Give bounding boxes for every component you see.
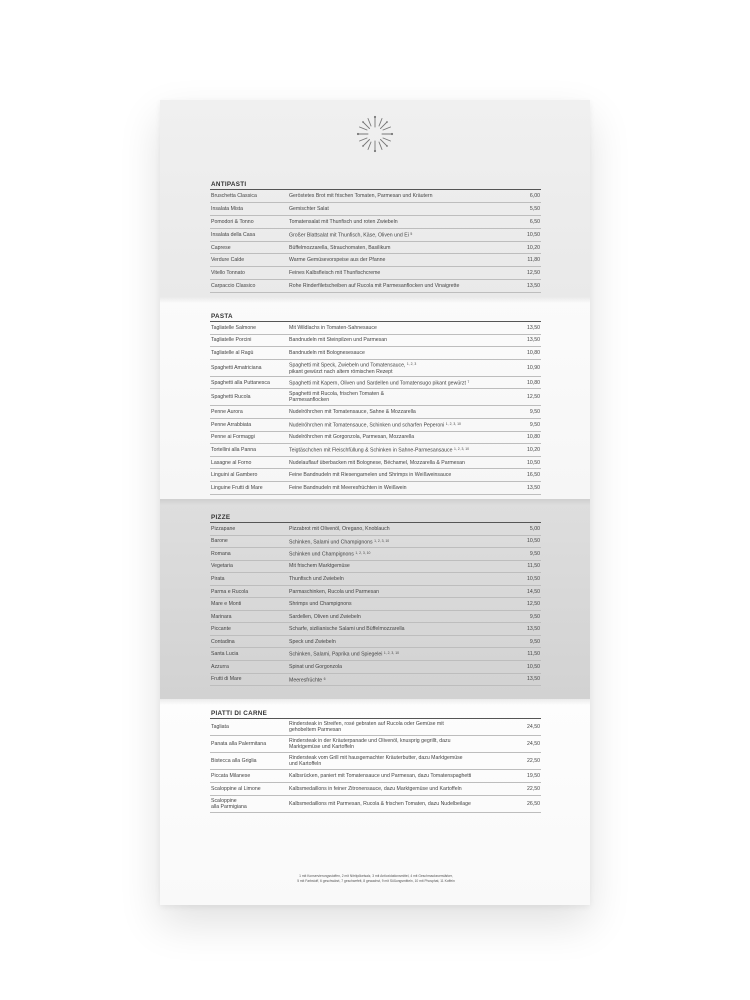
description-text: Sardellen, Oliven und Zwiebeln bbox=[289, 613, 361, 620]
description-text: Büffelmozzarella, Strauchomaten, Basilikum bbox=[289, 244, 391, 251]
menu-item-row bbox=[210, 796, 541, 813]
menu-item-price: 9,50 bbox=[529, 409, 540, 416]
menu-item-name bbox=[210, 394, 289, 400]
section-title: ANTIPASTI bbox=[210, 180, 541, 190]
menu-item-name-text: Piccante bbox=[211, 626, 231, 633]
menu-item-name bbox=[210, 245, 289, 251]
menu-item-row bbox=[210, 674, 541, 687]
menu-item-row bbox=[210, 360, 541, 377]
menu-item-name-text: Azzurra bbox=[211, 663, 229, 670]
description-text: Mit frischem Marktgemüse bbox=[289, 563, 350, 570]
description-text: Tomatensalat mit Thunfisch und roten Zwiebeln bbox=[289, 218, 398, 225]
menu-item-price: 12,50 bbox=[527, 394, 540, 401]
menu-item-name bbox=[210, 380, 289, 386]
menu-item-name bbox=[210, 626, 289, 632]
menu-item-name bbox=[210, 576, 289, 582]
section-title: PIZZE bbox=[210, 513, 541, 523]
section-piatti-di-carne bbox=[210, 709, 541, 813]
menu-item-row bbox=[210, 347, 541, 360]
menu-item-row bbox=[210, 469, 541, 482]
menu-item-name bbox=[210, 664, 289, 670]
menu-item-name bbox=[210, 460, 289, 466]
menu-item-description bbox=[289, 337, 520, 343]
menu-item-description bbox=[289, 563, 520, 569]
section-pasta bbox=[210, 312, 541, 495]
menu-item-row bbox=[210, 482, 541, 495]
description-text: Rindersteak in der Kräuterpanade und Olivenöl, knusprig gegrillt, dazu bbox=[289, 738, 451, 744]
description-text: Feines Kalbsfleisch mit Thunfischcreme bbox=[289, 270, 381, 277]
description-text: Marktgemüse und Kartoffeln bbox=[289, 744, 355, 750]
menu-item-name-text: Tagliatelle Salmone bbox=[211, 324, 256, 331]
menu-item-name-text: Tortellini alla Panna bbox=[211, 446, 256, 453]
menu-item-row bbox=[210, 561, 541, 574]
footnote-line: 1 mit Konservierungsstoffen, 2 mit Nitritpökelsalz, 3 mit Antioxidationsmittel, 4 mit Geschmacksverstärker, bbox=[299, 874, 453, 878]
menu-item-name bbox=[210, 601, 289, 607]
menu-item-price: 9,50 bbox=[529, 550, 540, 557]
menu-item-name-text: Caprese bbox=[211, 244, 231, 251]
section-pizze bbox=[210, 513, 541, 686]
menu-item-price: 10,50 bbox=[527, 459, 540, 466]
menu-item-description bbox=[289, 786, 520, 792]
menu-item-description bbox=[289, 391, 520, 403]
menu-item-name-text: Contadina bbox=[211, 638, 235, 645]
menu-item-description bbox=[289, 434, 520, 440]
menu-item-name-text: Spaghetti alla Puttanesca bbox=[211, 379, 270, 386]
menu-item-name-text: Santa Lucia bbox=[211, 651, 239, 658]
menu-item-name bbox=[210, 563, 289, 569]
menu-item-name bbox=[210, 758, 289, 764]
menu-item-row bbox=[210, 229, 541, 242]
description-text: Meeresfrüchte bbox=[289, 677, 323, 684]
menu-item-description bbox=[289, 379, 520, 387]
menu-item-price: 26,50 bbox=[527, 801, 540, 807]
menu-item-price: 10,50 bbox=[527, 663, 540, 670]
menu-item-row bbox=[210, 242, 541, 255]
restaurant-logo-icon bbox=[355, 114, 395, 154]
menu-item-price: 13,50 bbox=[527, 337, 540, 344]
menu-item-price: 9,50 bbox=[529, 638, 540, 645]
menu-item-name bbox=[210, 786, 289, 792]
menu-item-name-text: Insalata della Casa bbox=[211, 231, 256, 238]
menu-item-name-text: Vegetaria bbox=[211, 563, 233, 570]
description-text: Feine Bandnudeln mit Meeresfrüchten in Weißwein bbox=[289, 484, 407, 491]
menu-item-description bbox=[289, 409, 520, 415]
description-text: Pizzabrot mit Olivenöl, Oregano, Knoblauch bbox=[289, 525, 390, 532]
menu-item-name-text: Piccata Milanese bbox=[211, 773, 251, 779]
menu-item-name-text: Barone bbox=[211, 538, 228, 545]
menu-item-name bbox=[210, 283, 289, 289]
menu-item-name bbox=[210, 434, 289, 440]
menu-item-name-text: Linguine Frutti di Mare bbox=[211, 484, 263, 491]
description-text: Rohe Rinderfiletscheiben auf Rucola mit Parmesanflocken und Vinaigrette bbox=[289, 283, 460, 290]
additive-note: 1, 2, 3, 10 bbox=[445, 422, 461, 427]
menu-sheet bbox=[160, 100, 590, 905]
menu-item-name bbox=[210, 257, 289, 263]
menu-item-description bbox=[289, 650, 520, 658]
description-text: Feine Bandnudeln mit Riesengarnelen und Shrimps in Weißweinsauce bbox=[289, 472, 452, 479]
menu-item-price: 5,00 bbox=[529, 525, 540, 532]
menu-item-name bbox=[210, 206, 289, 212]
menu-item-price: 5,50 bbox=[529, 205, 540, 212]
menu-item-row bbox=[210, 661, 541, 674]
description-text: Nudelröhrchen mit Tomatensauce, Sahne & Mozzarella bbox=[289, 409, 416, 416]
menu-item-name bbox=[210, 447, 289, 453]
menu-item-name-text: Mare e Monti bbox=[211, 601, 242, 608]
section-antipasti bbox=[210, 180, 541, 293]
menu-item-name bbox=[210, 325, 289, 331]
description-text: und Kartoffeln bbox=[289, 761, 322, 767]
menu-item-name bbox=[210, 422, 289, 428]
section-title: PASTA bbox=[210, 312, 541, 322]
menu-item-row bbox=[210, 377, 541, 390]
description-text: Bandnudeln mit Steinpilzen und Parmesan bbox=[289, 337, 388, 344]
menu-item-description bbox=[289, 350, 520, 356]
menu-item-row bbox=[210, 523, 541, 536]
menu-item-description bbox=[289, 361, 520, 375]
menu-item-name-text: Bruschetta Classica bbox=[211, 192, 257, 199]
menu-item-row bbox=[210, 783, 541, 796]
menu-item-description bbox=[289, 446, 520, 454]
menu-item-price: 16,50 bbox=[527, 472, 540, 479]
description-text: Schinken, Salami und Champignons bbox=[289, 539, 373, 546]
description-text: Bandnudeln mit Bolognesesauce bbox=[289, 349, 365, 356]
menu-item-row bbox=[210, 611, 541, 624]
menu-item-price: 10,50 bbox=[527, 538, 540, 545]
additive-note: 1, 2, 3, 10 bbox=[374, 538, 390, 543]
menu-item-description bbox=[289, 676, 520, 684]
description-text: Nudelröhrchen mit Tomatensauce, Schinken und scharfen Peperoni bbox=[289, 422, 445, 429]
description-text: Rindersteak in Streifen, rosé gebraten auf Rucola oder Gemüse mit bbox=[289, 721, 444, 727]
menu-item-price: 22,50 bbox=[527, 758, 540, 764]
menu-item-description bbox=[289, 538, 520, 546]
menu-item-name bbox=[210, 538, 289, 544]
menu-item-row bbox=[210, 216, 541, 229]
description-text: Teigtäschchen mit Fleischfüllung & Schinken in Sahne-Parmesansauce bbox=[289, 447, 453, 454]
menu-item-name bbox=[210, 589, 289, 595]
menu-item-price: 13,50 bbox=[527, 484, 540, 491]
additive-note: 5 bbox=[410, 231, 413, 236]
description-text: Rindersteak vom Grill mit hausgemachter Kräuterbutter, dazu Marktgemüse bbox=[289, 755, 463, 761]
menu-item-row bbox=[210, 719, 541, 736]
menu-item-name-text: Tagliatelle Porcini bbox=[211, 337, 252, 344]
menu-item-name-text: Penne ai Formaggi bbox=[211, 434, 255, 441]
menu-item-price: 6,50 bbox=[529, 218, 540, 225]
menu-item-name-text: Pirata bbox=[211, 575, 225, 582]
menu-item-description bbox=[289, 219, 520, 225]
menu-item-name bbox=[210, 472, 289, 478]
menu-item-price: 11,50 bbox=[527, 563, 540, 570]
menu-item-row bbox=[210, 203, 541, 216]
menu-item-name bbox=[210, 219, 289, 225]
menu-item-description bbox=[289, 639, 520, 645]
description-text: Mit Wildlachs in Tomaten-Sahnesauce bbox=[289, 324, 377, 331]
menu-item-row bbox=[210, 770, 541, 783]
menu-item-description bbox=[289, 526, 520, 532]
menu-item-price: 13,50 bbox=[527, 676, 540, 683]
description-text: Spaghetti mit Speck, Zwiebeln und Tomatensauce, bbox=[289, 362, 406, 369]
menu-item-row bbox=[210, 267, 541, 280]
description-text: Kalbsmedaillons in feiner Zitronensauce, dazu Marktgemüse und Kartoffeln bbox=[289, 786, 462, 792]
menu-item-name-text: Insalata Mista bbox=[211, 205, 244, 212]
menu-item-row bbox=[210, 648, 541, 661]
menu-item-price: 13,50 bbox=[527, 626, 540, 633]
menu-item-name-text: Panata alla Palermitana bbox=[211, 741, 267, 747]
menu-item-price: 24,50 bbox=[527, 724, 540, 730]
menu-item-row bbox=[210, 444, 541, 457]
menu-item-name-text: Spaghetti Amatriciana bbox=[211, 364, 262, 371]
menu-item-description bbox=[289, 257, 520, 263]
menu-item-row bbox=[210, 573, 541, 586]
menu-item-price: 11,80 bbox=[527, 257, 540, 264]
description-text: Parmesanflocken bbox=[289, 397, 330, 404]
menu-item-name bbox=[210, 676, 289, 682]
menu-item-name bbox=[210, 350, 289, 356]
description-text: Warme Gemüsevorspeise aus der Pfanne bbox=[289, 257, 386, 264]
menu-item-description bbox=[289, 601, 520, 607]
menu-item-name bbox=[210, 798, 289, 810]
description-text: Kalbsmedaillons mit Parmesan, Rucola & frischen Tomaten, dazu Nudelbeilage bbox=[289, 801, 471, 807]
menu-item-price: 10,80 bbox=[527, 379, 540, 386]
menu-item-price: 10,80 bbox=[527, 434, 540, 441]
menu-item-name-text: Carpaccio Classico bbox=[211, 283, 256, 290]
menu-item-name-text: Vitello Tonnato bbox=[211, 270, 245, 277]
menu-item-name bbox=[210, 724, 289, 730]
menu-item-name-text: Lasagne al Forno bbox=[211, 459, 252, 466]
menu-item-name bbox=[210, 651, 289, 657]
menu-item-name-text: Romana bbox=[211, 550, 231, 557]
menu-item-name bbox=[210, 551, 289, 557]
menu-item-description bbox=[289, 614, 520, 620]
menu-item-row bbox=[210, 254, 541, 267]
description-text: Spaghetti mit Rucola, frischen Tomaten & bbox=[289, 391, 385, 398]
menu-item-price: 14,50 bbox=[527, 588, 540, 595]
menu-item-description bbox=[289, 738, 520, 750]
menu-item-description bbox=[289, 550, 520, 558]
menu-item-name-text: Pomodori & Tonno bbox=[211, 218, 254, 225]
menu-item-price: 9,50 bbox=[529, 613, 540, 620]
section-title: PIATTI DI CARNE bbox=[210, 709, 541, 719]
menu-item-name bbox=[210, 485, 289, 491]
description-text: Shrimps und Champignons bbox=[289, 601, 352, 608]
menu-item-name bbox=[210, 741, 289, 747]
menu-item-price: 11,50 bbox=[527, 651, 540, 658]
menu-item-description bbox=[289, 801, 520, 807]
menu-item-row bbox=[210, 753, 541, 770]
description-text: Spinat und Gorgonzola bbox=[289, 663, 343, 670]
description-text: gehobeltem Parmesan bbox=[289, 727, 342, 733]
menu-item-name-text: Scaloppine al Limone bbox=[211, 786, 261, 792]
description-text: Großer Blattsalat mit Thunfisch, Käse, Oliven und Ei bbox=[289, 232, 409, 239]
menu-item-row bbox=[210, 548, 541, 561]
menu-item-name-text: Verdure Calde bbox=[211, 257, 245, 264]
menu-item-name bbox=[210, 193, 289, 199]
menu-item-name-text: Frutti di Mare bbox=[211, 676, 242, 683]
description-text: Gemischter Salat bbox=[289, 205, 329, 212]
menu-item-description bbox=[289, 773, 520, 779]
menu-item-description bbox=[289, 245, 520, 251]
menu-item-name-text: Bistecca alla Griglia bbox=[211, 758, 257, 764]
menu-item-price: 12,50 bbox=[527, 270, 540, 277]
menu-item-name-text: Marinara bbox=[211, 613, 232, 620]
menu-item-description bbox=[289, 485, 520, 491]
menu-item-price: 12,50 bbox=[527, 601, 540, 608]
menu-item-row bbox=[210, 536, 541, 549]
description-text: Speck und Zwiebeln bbox=[289, 638, 336, 645]
menu-item-price: 10,80 bbox=[527, 349, 540, 356]
menu-item-name bbox=[210, 337, 289, 343]
menu-item-name bbox=[210, 639, 289, 645]
menu-item-row bbox=[210, 736, 541, 753]
description-text: pikant gewürzt nach altem römischen Rezept bbox=[289, 368, 393, 375]
menu-item-row bbox=[210, 335, 541, 348]
menu-item-name-text: Pizzapane bbox=[211, 525, 236, 532]
menu-item-description bbox=[289, 589, 520, 595]
menu-item-price: 22,50 bbox=[527, 786, 540, 792]
menu-item-description bbox=[289, 283, 520, 289]
menu-item-name-text: Parma e Rucola bbox=[211, 588, 249, 595]
footnote-line: 5 mit Farbstoff, 6 geschwärzt, 7 geschwefelt, 8 gewachst, 9 mit Süßungsmitteln, 10 mit Phosphat, 11 Koffein bbox=[297, 879, 455, 883]
menu-item-description bbox=[289, 472, 520, 478]
menu-item-price: 10,50 bbox=[527, 231, 540, 238]
menu-item-row bbox=[210, 322, 541, 335]
additive-note: 7 bbox=[467, 379, 470, 384]
menu-item-name-text: alla Parmigiana bbox=[211, 804, 247, 810]
menu-item-description bbox=[289, 576, 520, 582]
menu-item-description bbox=[289, 626, 520, 632]
menu-item-row bbox=[210, 280, 541, 293]
menu-item-description bbox=[289, 421, 520, 429]
additive-note: 1, 2, 3, 10 bbox=[383, 651, 399, 656]
menu-item-price: 19,50 bbox=[527, 773, 540, 779]
menu-item-description bbox=[289, 325, 520, 331]
menu-item-name-text: Tagliata bbox=[211, 724, 229, 730]
menu-item-name-text: Linguini al Gambero bbox=[211, 472, 258, 479]
menu-item-row bbox=[210, 457, 541, 470]
menu-item-name bbox=[210, 409, 289, 415]
menu-item-name-text: Penne Arrabbiata bbox=[211, 421, 252, 428]
menu-item-price: 13,50 bbox=[527, 283, 540, 290]
menu-item-price: 24,50 bbox=[527, 741, 540, 747]
menu-item-description bbox=[289, 460, 520, 466]
menu-item-description bbox=[289, 206, 520, 212]
menu-item-row bbox=[210, 190, 541, 203]
menu-item-description bbox=[289, 721, 520, 733]
menu-item-row bbox=[210, 406, 541, 419]
menu-item-row bbox=[210, 636, 541, 649]
menu-item-description bbox=[289, 231, 520, 239]
allergen-footnote bbox=[280, 874, 472, 884]
menu-item-name-text: Tagliatelle al Ragù bbox=[211, 349, 254, 356]
menu-item-price: 10,20 bbox=[527, 446, 540, 453]
description-text: Schinken, Salami, Paprika und Spiegelei bbox=[289, 651, 383, 658]
description-text: Nudelröhrchen mit Gorgonzola, Parmesan, Mozzarella bbox=[289, 434, 415, 441]
menu-item-name bbox=[210, 270, 289, 276]
additive-note: 1, 2, 3, 10 bbox=[355, 551, 371, 556]
menu-item-name-text: Scaloppine bbox=[211, 798, 237, 804]
menu-item-row bbox=[210, 419, 541, 432]
menu-item-price: 6,00 bbox=[529, 192, 540, 199]
menu-item-row bbox=[210, 389, 541, 406]
description-text: Parmaschinken, Rucola und Parmesan bbox=[289, 588, 379, 595]
menu-item-row bbox=[210, 598, 541, 611]
menu-item-row bbox=[210, 623, 541, 636]
menu-item-price: 9,50 bbox=[529, 421, 540, 428]
menu-item-price: 10,20 bbox=[527, 244, 540, 251]
menu-item-name-text: Spaghetti Rucola bbox=[211, 394, 251, 401]
menu-item-row bbox=[210, 586, 541, 599]
menu-item-description bbox=[289, 664, 520, 670]
menu-item-name bbox=[210, 526, 289, 532]
menu-item-description bbox=[289, 755, 520, 767]
menu-item-description bbox=[289, 193, 520, 199]
menu-item-description bbox=[289, 270, 520, 276]
description-text: Geröstetes Brot mit frischen Tomaten, Parmesan und Kräutern bbox=[289, 192, 433, 199]
menu-item-name bbox=[210, 773, 289, 779]
menu-item-name bbox=[210, 232, 289, 238]
description-text: Thunfisch und Zwiebeln bbox=[289, 575, 344, 582]
menu-item-price: 10,50 bbox=[527, 575, 540, 582]
description-text: Schinken und Champignons bbox=[289, 551, 354, 558]
additive-note: 1, 2, 3 bbox=[406, 362, 417, 367]
menu-item-name bbox=[210, 365, 289, 371]
menu-item-name bbox=[210, 614, 289, 620]
menu-item-price: 10,90 bbox=[527, 364, 540, 371]
additive-note: 1, 2, 3, 10 bbox=[453, 447, 470, 452]
additive-note: 6 bbox=[323, 676, 326, 681]
menu-item-price: 13,50 bbox=[527, 324, 540, 331]
description-text: Nudelauflauf überbacken mit Bolognese, Béchamel, Mozzarella & Parmesan bbox=[289, 459, 465, 466]
description-text: Kalbsrücken, paniert mit Tomatensauce und Parmesan, dazu Tomatenspaghetti bbox=[289, 773, 472, 779]
description-text: Spaghetti mit Kapern, Oliven und Sardellen und Tomatensugo pikant gewürzt bbox=[289, 380, 466, 387]
menu-item-row bbox=[210, 432, 541, 445]
menu-item-name-text: Penne Aurora bbox=[211, 409, 243, 416]
description-text: Scharfe, sizilianische Salami und Büffelmozzarella bbox=[289, 626, 405, 633]
